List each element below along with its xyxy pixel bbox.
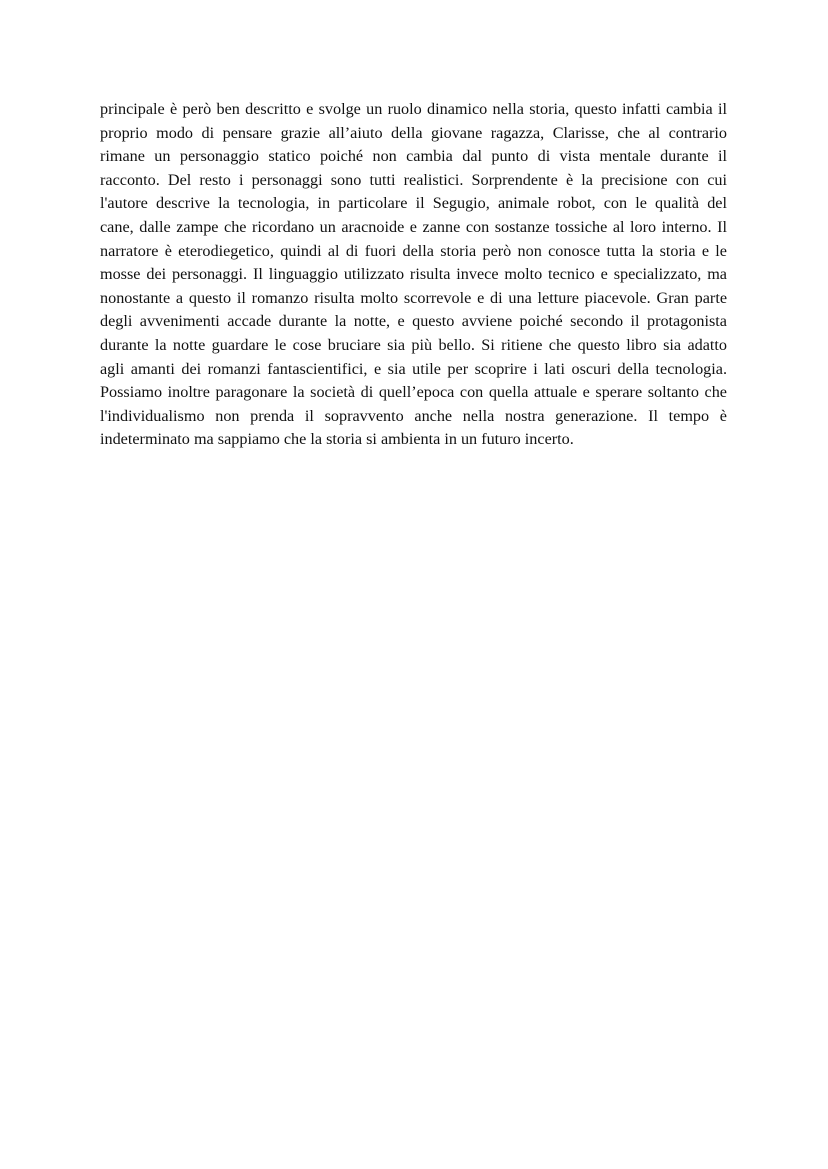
- paragraph-line: durante la notte guardare le cose bruciare sia più bello. Si ritiene che questo libro sia adatto: [100, 335, 727, 354]
- paragraph-line: agli amanti dei romanzi fantascientifici, e sia utile per scoprire i lati oscuri della tecnologia.: [100, 359, 727, 378]
- paragraph-line: proprio modo di pensare grazie all’aiuto della giovane ragazza, Clarisse, che al contrario: [100, 123, 727, 142]
- paragraph-line: racconto. Del resto i personaggi sono tutti realistici. Sorprendente è la precisione con cui: [100, 170, 727, 189]
- body-paragraph: [100, 98, 727, 452]
- paragraph-line: cane, dalle zampe che ricordano un aracnoide e zanne con sostanze tossiche al loro interno. Il: [100, 217, 727, 236]
- paragraph-line: narratore è eterodiegetico, quindi al di fuori della storia però non conosce tutta la storia e le: [100, 241, 727, 260]
- paragraph-line: Possiamo inoltre paragonare la società di quell’epoca con quella attuale e sperare soltanto che: [100, 383, 727, 402]
- paragraph-line: rimane un personaggio statico poiché non cambia dal punto di vista mentale durante il: [100, 147, 727, 166]
- paragraph-line: degli avvenimenti accade durante la notte, e questo avviene poiché secondo il protagonista: [100, 312, 727, 331]
- paragraph-line: nonostante a questo il romanzo risulta molto scorrevole e di una letture piacevole. Gran parte: [100, 288, 727, 307]
- paragraph-line: principale è però ben descritto e svolge un ruolo dinamico nella storia, questo infatti cambia il: [100, 100, 727, 118]
- paragraph-line: l'individualismo non prenda il sopravvento anche nella nostra generazione. Il tempo è: [100, 406, 727, 425]
- paragraph-line: mosse dei personaggi. Il linguaggio utilizzato risulta invece molto tecnico e specializzato, ma: [100, 265, 727, 284]
- paragraph-line: l'autore descrive la tecnologia, in particolare il Segugio, animale robot, con le qualità del: [100, 194, 727, 213]
- paragraph-line: indeterminato ma sappiamo che la storia si ambienta in un futuro incerto.: [100, 430, 574, 449]
